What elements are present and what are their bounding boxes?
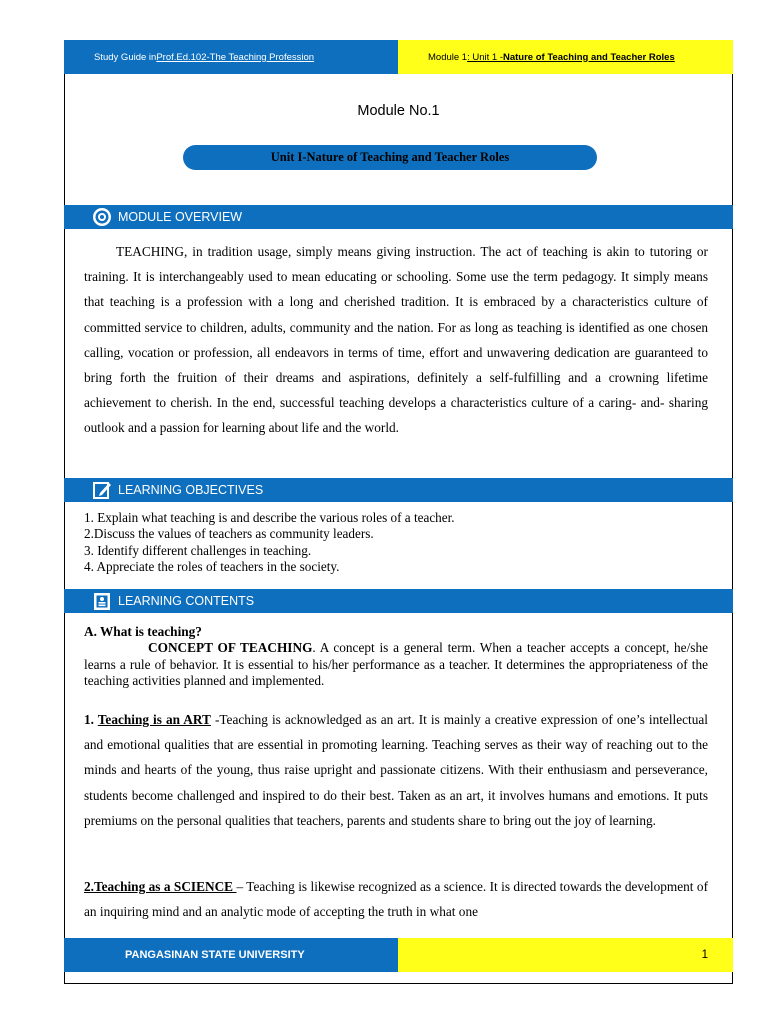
learning-contents-bar: [64, 589, 733, 613]
overview-target-icon: [92, 207, 112, 227]
concept-lead: CONCEPT OF TEACHING: [148, 640, 313, 656]
concept-text: . A concept is a general term. When a teacher accepts a concept, he/she learns a rule of behavior. It is essential to his/her performance as a teacher. It determines the appropriateness of the teaching activities planned and implemented.: [84, 640, 708, 688]
art-number: 1.: [84, 712, 98, 727]
footer-page-number: 1: [398, 938, 733, 972]
science-number: 2.: [84, 879, 94, 894]
unit-link-plain[interactable]: : Unit 1 -: [467, 51, 503, 63]
overview-heading: MODULE OVERVIEW: [118, 210, 243, 224]
objectives-heading: LEARNING OBJECTIVES: [118, 483, 264, 497]
overview-text: TEACHING, in tradition usage, simply means giving instruction. The act of teaching is akin to tutoring or training. It is interchangeably used to mean educating or schooling. Some use the term pedagogy. It simply means that teaching is a profession with a long and cherished tradition. It is embraced by a characteristics culture of committed service to children, adults, community and the nation. For as long as teaching is identified as one chosen calling, vocation or profession, all endeavors in terms of time, effort and unwavering dedication are guaranteed to bring forth the fruition of their dreams and aspirations, definitely a self-fulfilling and a crowning lifetime achievement to cherish. In the end, successful teaching develops a characteristics culture of a caring- and- sharing outlook and a passion for learning about life and the world.: [84, 244, 708, 436]
learning-objectives-bar: [64, 478, 733, 502]
header-study-guide: [64, 40, 398, 74]
header-module: [398, 40, 733, 74]
objective-item: 3. Identify different challenges in teaching.: [84, 542, 312, 558]
unit-link-bold[interactable]: Nature of Teaching and Teacher Roles: [503, 51, 675, 63]
art-title: Teaching is an ART: [97, 712, 211, 727]
art-text: -Teaching is acknowledged as an art. It is mainly a creative expression of one’s intellectual and emotional qualities that are essential in promoting learning. Teaching serves as their way of reaching out to the minds and hearts of the young, thus raise upright and passionate citizens. With their enthusiasm and perseverance, students become challenged and inspired to do their best. Taken as an art, it involves humans and emotions. It puts premiums on the personal qualities that teachers, parents and students share to bring out the joy of learning.: [84, 712, 708, 828]
unit-title-pill: Unit I-Nature of Teaching and Teacher Roles: [183, 145, 597, 170]
module-overview-bar: [64, 205, 733, 229]
header-right-prefix: Module 1: [428, 51, 468, 63]
concept-paragraph: [84, 640, 708, 689]
contents-clipboard-icon: [92, 591, 112, 611]
module-title: Module No.1: [357, 103, 440, 119]
objectives-edit-icon: [92, 480, 112, 500]
footer-university: PANGASINAN STATE UNIVERSITY: [64, 938, 398, 972]
section-a-heading: A. What is teaching?: [84, 624, 202, 639]
science-text: – Teaching is likewise recognized as a science. It is directed towards the development of an inquiring mind and an analytic mode of accepting the truth in what one: [84, 879, 708, 920]
contents-heading: LEARNING CONTENTS: [118, 594, 255, 608]
science-title: Teaching as a SCIENCE: [93, 879, 237, 894]
page-header: [64, 40, 733, 74]
objective-item: 1. Explain what teaching is and describe the various roles of a teacher.: [84, 510, 455, 525]
science-paragraph: [84, 874, 708, 924]
course-link[interactable]: Prof.Ed.102-The Teaching Profession: [156, 51, 315, 63]
learning-contents-intro: [84, 624, 708, 689]
page-footer: [64, 938, 733, 972]
art-paragraph: [84, 707, 708, 833]
objective-item: 2.Discuss the values of teachers as community leaders.: [84, 526, 374, 542]
objective-item: 4. Appreciate the roles of teachers in the society.: [84, 558, 340, 574]
objectives-list: [84, 510, 708, 575]
header-left-prefix: Study Guide in: [94, 51, 157, 63]
